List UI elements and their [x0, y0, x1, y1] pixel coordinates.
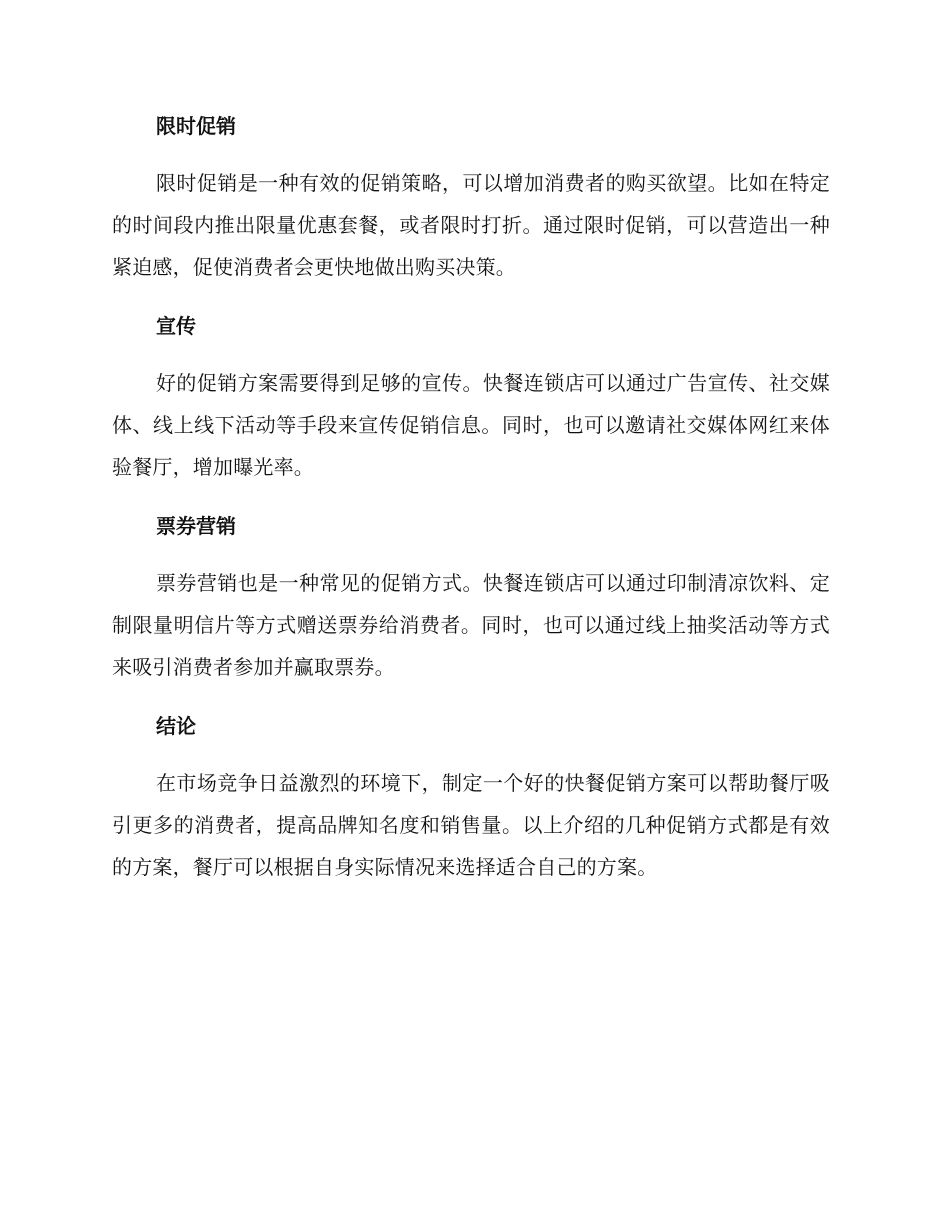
section-heading: 限时促销 [156, 114, 236, 138]
section-paragraph: 票券营销也是一种常见的促销方式。快餐连锁店可以通过印制清凉饮料、定制限量明信片等方式赠送票券给消费者。同时，也可以通过线上抽奖活动等方式来吸引消费者参加并赢取票券。 [112, 571, 830, 679]
section-paragraph: 限时促销是一种有效的促销策略，可以增加消费者的购买欲望。比如在特定的时间段内推出限量优惠套餐，或者限时打折。通过限时促销，可以营造出一种紧迫感，促使消费者会更快地做出购买决策。 [112, 171, 830, 279]
section-paragraph: 好的促销方案需要得到足够的宣传。快餐连锁店可以通过广告宣传、社交媒体、线上线下活动等手段来宣传促销信息。同时，也可以邀请社交媒体网红来体验餐厅，增加曝光率。 [112, 371, 830, 479]
section-heading: 票券营销 [156, 514, 236, 538]
section-paragraph: 在市场竞争日益激烈的环境下，制定一个好的快餐促销方案可以帮助餐厅吸引更多的消费者，提高品牌知名度和销售量。以上介绍的几种促销方式都是有效的方案，餐厅可以根据自身实际情况来选择适合自己的方案。 [112, 771, 830, 879]
section-heading: 结论 [156, 714, 196, 738]
section-limited-time-promotion [112, 110, 830, 288]
section-conclusion [112, 710, 830, 888]
document-body [112, 110, 830, 888]
section-coupon-marketing [112, 510, 830, 688]
section-heading: 宣传 [156, 314, 196, 338]
section-publicity [112, 310, 830, 488]
